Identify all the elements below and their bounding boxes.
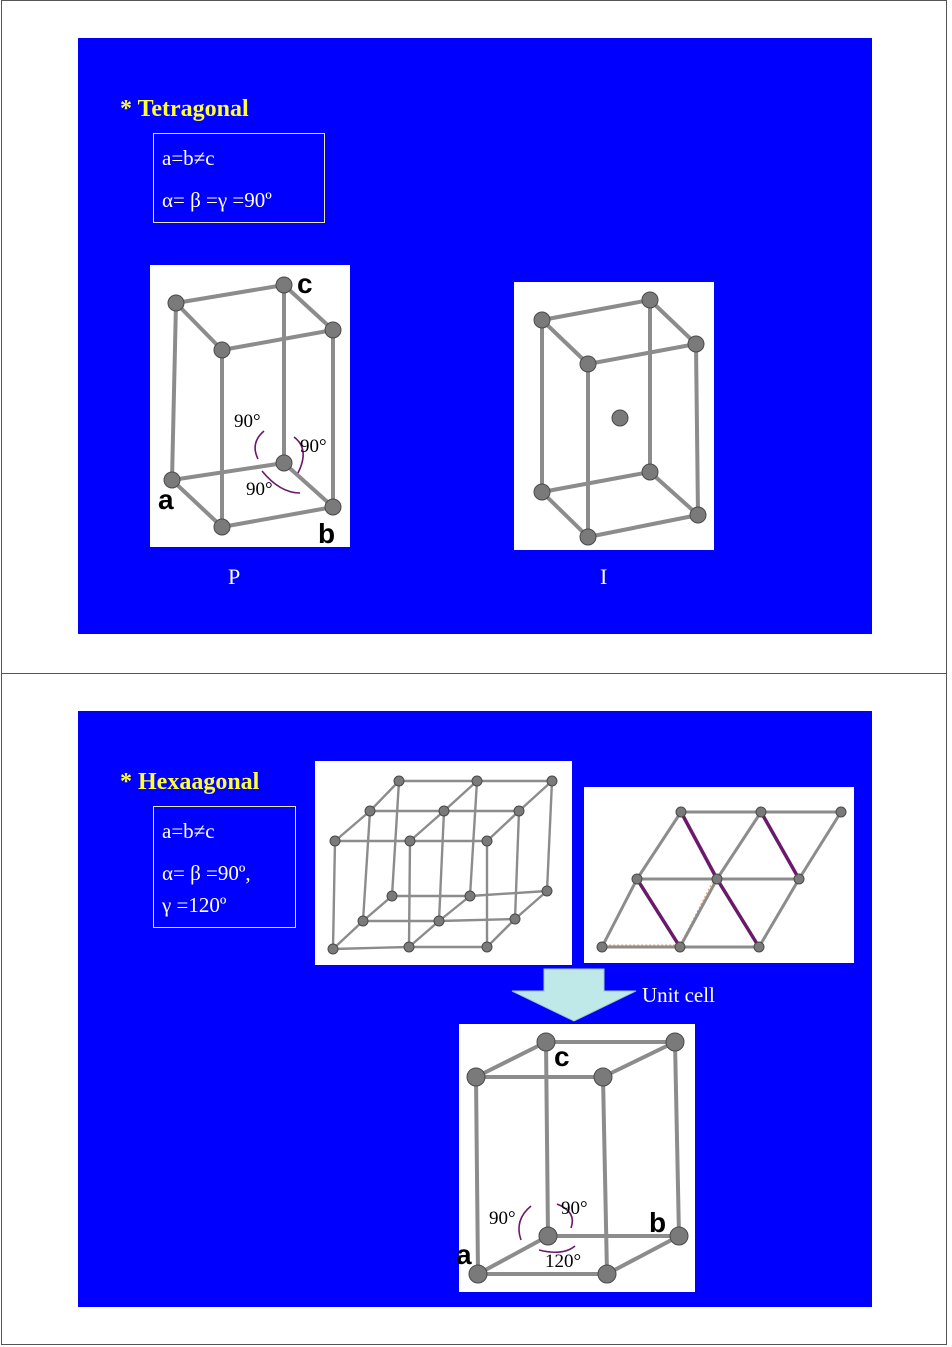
- axis-label-a: a: [158, 484, 174, 515]
- caption-p: P: [228, 564, 241, 589]
- hexagonal-lattice-3d-diagram: [315, 761, 572, 965]
- param-line-lengths: a=b≠c: [162, 819, 215, 843]
- caption-i: I: [600, 564, 608, 589]
- tetragonal-p-cell-diagram: [150, 265, 350, 547]
- hexagonal-lattice-3d-image: [315, 761, 572, 965]
- body-center-atom: [612, 410, 628, 426]
- param-line-angles-1: α= β =90º,: [162, 861, 251, 885]
- angle-label-1: 90°: [489, 1208, 516, 1229]
- angle-label-2: 90°: [300, 436, 327, 457]
- slide-hexagonal: [78, 711, 872, 1307]
- lattice-atoms: [597, 807, 846, 952]
- lattice-atoms: [467, 1033, 688, 1283]
- axis-label-a: a: [456, 1239, 472, 1270]
- axis-label-b: b: [318, 518, 336, 549]
- angle-label-1: 90°: [234, 411, 261, 432]
- angle-label-3: 120°: [545, 1251, 582, 1272]
- angle-label-2: 90°: [561, 1198, 588, 1219]
- axis-label-c: c: [297, 268, 313, 299]
- axis-label-b: b: [649, 1207, 667, 1238]
- param-line-lengths: a=b≠c: [162, 146, 215, 170]
- cell-edges: [476, 1042, 679, 1274]
- slide-title: * Hexaagonal: [120, 769, 260, 795]
- lattice-parameters-box: [153, 133, 325, 223]
- hexagonal-top-view-image: [584, 787, 854, 963]
- param-line-angles-2: γ =120º: [162, 893, 227, 917]
- slide-title: * Tetragonal: [120, 96, 249, 122]
- angle-label-3: 90°: [246, 479, 273, 500]
- lattice-parameters-box: [153, 806, 296, 928]
- unit-cell-label: Unit cell: [642, 983, 715, 1007]
- unit-cell-down-arrow: [510, 967, 638, 1023]
- param-line-angles: α= β =γ =90º: [162, 188, 272, 212]
- tetragonal-i-cell-diagram: [514, 282, 714, 550]
- axis-label-c: c: [554, 1041, 570, 1072]
- hexagonal-top-view-diagram: [584, 787, 854, 963]
- tetragonal-i-cell-image: [514, 282, 714, 550]
- slide-tetragonal: [78, 38, 872, 634]
- tetragonal-p-cell-image: [150, 265, 350, 547]
- hexagonal-unit-cell-diagram: [456, 1024, 695, 1292]
- hexagonal-unit-cell-image: [456, 1024, 695, 1292]
